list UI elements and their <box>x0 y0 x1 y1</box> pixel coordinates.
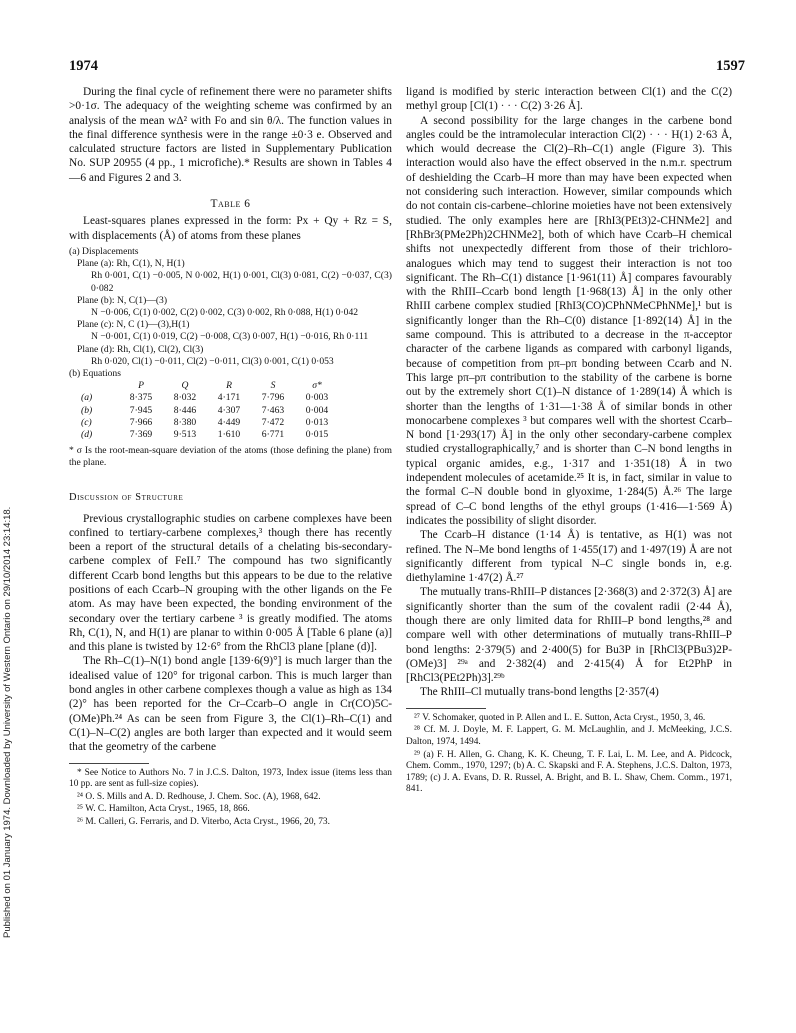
table-cell: 7·945 <box>129 404 153 416</box>
table-title: Table 6 <box>210 198 251 211</box>
table-cell: 0·013 <box>305 416 329 428</box>
table-cell: 4·449 <box>217 416 241 428</box>
table-cell: 0·004 <box>305 404 329 416</box>
table-row <box>81 392 339 404</box>
section-displacements: (a) Displacements <box>69 245 139 257</box>
body-paragraph: Previous crystallographic studies on carbene complexes have been confined to tertiary-carbene complexes,³ though there has recently been a report of the structural details of a chelating bis-secondary-carbene complex of FeII.⁷ The compound has two significantly different Ccarb bond lengths but this appears to be due to the relative positions of each Ccarb–N grouping with the other ligands on the Fe atom. As may have been expected, the bonding environment of the secondary over the tertiary carbene ³ is greatly modified. The atoms Rh, C(1), N, and H(1) are planar to within 0·005 Å [Table 6 plane (a)] and this plane is twisted by 12·6° from the RhCl3 plane [plane (d)]. <box>69 512 392 654</box>
plane-values: Rh 0·020, Cl(1) −0·011, Cl(2) −0·011, Cl(3) 0·001, C(1) 0·053 <box>91 355 334 367</box>
footnote-divider <box>406 708 486 709</box>
plane-values: N −0·001, C(1) 0·019, C(2) −0·008, C(3) 0·007, H(1) −0·016, Rh 0·111 <box>91 331 369 343</box>
body-paragraph: ligand is modified by steric interaction between Cl(1) and the C(2) methyl group [Cl(1) · · · C(2) 3·26 Å]. <box>406 86 732 113</box>
col-header: S <box>270 380 276 392</box>
table-cell: 4·171 <box>217 392 241 404</box>
table-caption: Least-squares planes expressed in the form: Px + Qy + Rz = S, with displacements (Å) of atoms from these planes <box>69 215 392 242</box>
footnote: ²⁴ O. S. Mills and A. D. Redhouse, J. Chem. Soc. (A), 1968, 642. <box>77 791 321 802</box>
table-header-row <box>81 380 339 392</box>
col-header: Q <box>181 380 189 392</box>
body-paragraph: A second possibility for the large changes in the carbene bond angles could be the intramolecular interaction Cl(2) · · · H(1) 2·63 Å, which would decrease the Cl(2)–Rh–C(1) angle (Figure 3). This interaction would also have the effect observed in the n.m.r. spectrum of deshielding the Ccarb–H more than may have been expected when not considering such interaction. However, similar compounds which do not contain cis-carbene–chlorine moieties have not been extensively studied. The only examples here are [RhI3(PEt3)2-CHNMe2] and [RhBr3(PMe2Ph)2CHNMe2], both of which have Ccarb–H chemical shifts not unexpectedly different from those of their trichloro-analogues which may tend to suggest their interaction is not too significant. The Rh–C(1) distance [1·961(11) Å] compares favourably with the RhIII–Ccarb bond length [1·968(13) Å] in the only other RhIII carbene complex studied [RhI3(CO)CPhNMeCPhNMe],¹ but is significantly longer than the Rh–C(0) distance [1·892(14) Å] in the same compound. This is attributed to a decrease in the π-acceptor character of the carbene ligands as compared with carbonyl ligands, because of competition from pπ–pπ bonding between Ccarb and N. This large pπ–pπ contribution to the stability of the carbene is borne out by the extremely short C(1)–N distance of 1·289(14) Å which is shorter than the lengths of 1·31—1·38 Å of similar bonds in other monocarbene complexes ³ but compares well with the shortest Ccarb–N bond [1·293(17) Å] in the only other secondary-carbene complex studied crystallographically,⁷ and is shorter than C–N bond lengths in typical organic amides, e.g., 1·317 and 1·351(18) Å in two independent molecules of acetamide.²⁵ It is, in fact, similar in value to the formal C–N double bond in glyoxime, 1·284(5) Å.²⁶ The large spread of C–C bond lengths of the ethyl groups (1·416—1·569 Å) indicates the possibility of slight disorder. <box>406 114 732 527</box>
right-column <box>406 85 732 797</box>
table-cell: (b) <box>81 404 93 416</box>
col-header: σ* <box>312 380 322 392</box>
left-column <box>69 85 392 830</box>
col-header: R <box>226 380 232 392</box>
body-paragraph: The RhIII–Cl mutually trans-bond lengths [2·357(4) <box>420 686 659 699</box>
body-paragraph: The Rh–C(1)–N(1) bond angle [139·6(9)°] is much larger than the idealised value of 120° for trigonal carbon. This is much larger than bond angles in other carbene complexes though a value as high as 134 (2)° has been reported for the Cr–Ccarb–O angle in Cr(CO)5C-(OMe)Ph.²⁴ As can be seen from Figure 3, the Cl(1)–Rh–C(1) and C(1)–N–C(2) angles are both larger than expected and it would seem that the geometry of the carbene <box>69 655 392 754</box>
table-cell: 7·966 <box>129 416 153 428</box>
body-paragraph: The mutually trans-RhIII–P distances [2·368(3) and 2·372(3) Å] are significantly shorter than the sum of the covalent radii (2·44 Å), though there are only limited data for RhIII–P bond lengths,²⁸ and compare well with other determinations of mutually trans-RhIII–P bond lengths: 2·379(5) and 2·400(5) for Bu3P in [RhCl3(PBu3)2P-(OMe)3] ²⁹ᵃ and 2·382(4) and 2·415(4) Å for Et2PhP in [RhCl3(PEt2Ph)3].²⁹ᵇ <box>406 586 732 685</box>
plane-values: Rh 0·001, C(1) −0·005, N 0·002, H(1) 0·001, Cl(3) 0·081, C(2) −0·037, C(3) 0·082 <box>91 270 392 294</box>
plane-label: Plane (c): N, C (1)—(3),H(1) <box>77 319 190 331</box>
footnote: ²⁶ M. Calleri, G. Ferraris, and D. Viterbo, Acta Cryst., 1966, 20, 73. <box>77 816 330 827</box>
table-cell: 8·446 <box>173 404 197 416</box>
equations-table <box>81 380 339 441</box>
plane-label: Plane (d): Rh, Cl(1), Cl(2), Cl(3) <box>77 343 204 355</box>
footnote: ²⁸ Cf. M. J. Doyle, M. F. Lappert, G. M. McLaughlin, and J. McMeeking, J.C.S. Dalton, 1974, 1494. <box>406 725 732 747</box>
table-cell: 9·513 <box>173 429 197 441</box>
table-cell: 7·463 <box>261 404 285 416</box>
section-heading: Discussion of Structure <box>69 492 184 504</box>
col-header <box>81 380 119 392</box>
table-cell: 8·375 <box>129 392 153 404</box>
body-paragraph: The Ccarb–H distance (1·14 Å) is tentative, as H(1) was not refined. The N–Me bond lengths of 1·455(17) and 1·497(19) Å are not significantly different from typical N–C single bonds in, e.g. diethylamine 1·47(2) Å.²⁷ <box>406 529 732 585</box>
download-stamp <box>2 118 16 938</box>
footnote: ²⁹ (a) F. H. Allen, G. Chang, K. K. Cheung, T. F. Lai, L. M. Lee, and A. Pidcock, Chem. Comm., 1970, 1297; (b) A. C. Skapski and F. A. Stephens, J.C.S. Dalton, 1973, 1789; (c) J. A. Evans, D. R. Russel, A. Bright, and B. L. Shaw, Chem. Comm., 1971, 841. <box>406 749 732 795</box>
plane-values: N −0·006, C(1) 0·002, C(2) 0·002, C(3) 0·002, Rh 0·088, H(1) 0·042 <box>91 306 359 318</box>
table-cell: 7·369 <box>129 429 153 441</box>
table-body <box>69 246 392 469</box>
footnote: ²⁷ V. Schomaker, quoted in P. Allen and L. E. Sutton, Acta Cryst., 1950, 3, 46. <box>414 712 706 723</box>
table-cell: 6·771 <box>261 429 285 441</box>
table-cell: 0·003 <box>305 392 329 404</box>
intro-paragraph: During the final cycle of refinement there were no parameter shifts >0·1σ. The adequacy of the weighting scheme was confirmed by an analysis of the mean wΔ² with Fo and sin θ/λ. The function values in the final difference synthesis were in the range ±0·3 e. Observed and calculated structure factors are listed in Supplementary Publication No. SUP 20955 (4 pp., 1 microfiche).* Results are shown in Tables 4—6 and Figures 2 and 3. <box>69 86 392 184</box>
section-equations: (b) Equations <box>69 368 121 379</box>
page-number-left: 1974 <box>69 58 98 74</box>
table-cell: (d) <box>81 429 93 441</box>
table-cell: (a) <box>81 392 93 404</box>
plane-label: Plane (b): N, C(1)—(3) <box>77 294 168 306</box>
table-cell: 0·015 <box>305 429 329 441</box>
download-stamp-text: Published on 01 January 1974. Downloaded by University of Western Ontario on 29/10/2014 23:14:18. <box>2 506 13 938</box>
table-footnote: * σ Is the root-mean-square deviation of the atoms (those defining the plane) from the plane. <box>69 445 392 469</box>
footnotes-left <box>69 768 392 829</box>
plane-label: Plane (a): Rh, C(1), N, H(1) <box>77 258 185 270</box>
table-row <box>81 429 339 441</box>
page-number-right: 1597 <box>716 58 745 74</box>
table-cell: 1·610 <box>217 429 241 441</box>
table-cell: (c) <box>81 416 92 428</box>
table-cell: 8·380 <box>173 416 197 428</box>
table-row <box>81 417 339 429</box>
table-cell: 8·032 <box>173 392 197 404</box>
table-cell: 4·307 <box>217 404 241 416</box>
col-header: P <box>138 380 144 392</box>
footnote: ²⁵ W. C. Hamilton, Acta Cryst., 1965, 18, 866. <box>77 804 250 815</box>
footnotes-right <box>406 713 732 796</box>
table-cell: 7·472 <box>261 416 285 428</box>
footnote: * See Notice to Authors No. 7 in J.C.S. Dalton, 1973, Index issue (items less than 10 pp. are sent as full-size copies). <box>69 767 392 790</box>
table-row <box>81 405 339 417</box>
table-cell: 7·796 <box>261 392 285 404</box>
footnote-divider <box>69 763 149 764</box>
